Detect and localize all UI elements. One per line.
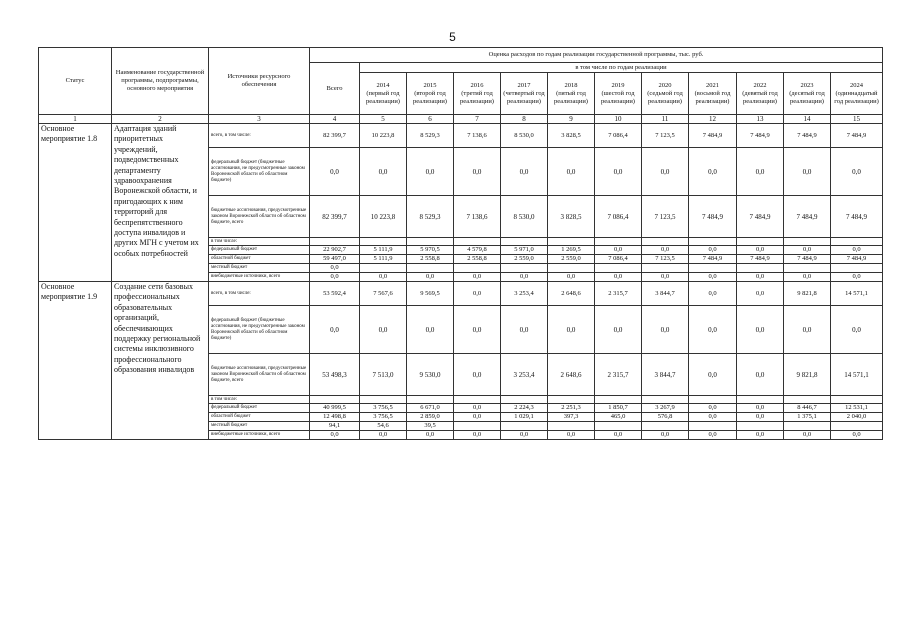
year-note: (одиннадцатый год реализации) (834, 89, 879, 105)
value-cell: 0,0 (831, 306, 883, 354)
value-cell: 7 567,6 (360, 282, 407, 306)
source-cell: бюджетные ассигнования, предусмотренные законом Воронежской области об областном бюджете, всего (209, 196, 310, 238)
column-number: 8 (501, 115, 548, 124)
value-cell: 0,0 (784, 273, 831, 282)
value-cell: 9 821,8 (784, 354, 831, 396)
year-note: (шестой год реализации) (601, 89, 635, 105)
value-cell (407, 264, 454, 273)
value-cell: 2 559,0 (548, 255, 595, 264)
value-cell (548, 396, 595, 404)
value-cell: 576,8 (642, 413, 689, 422)
value-cell: 7 484,9 (784, 255, 831, 264)
source-cell: областной бюджет (209, 255, 310, 264)
value-cell (548, 238, 595, 246)
value-cell (642, 396, 689, 404)
value-cell: 397,3 (548, 413, 595, 422)
measure-name-cell: Адаптация зданий приоритетных учреждений, подведомственных департаменту здравоохранения Воронежской области, и пригодающих к ним территорий для беспрепятственного доступа инвалидов и других МГН с учетом их особых потребностей (112, 124, 209, 282)
value-cell: 0,0 (689, 282, 737, 306)
value-cell: 2 859,0 (407, 413, 454, 422)
value-cell: 7 484,9 (689, 255, 737, 264)
value-cell: 0,0 (689, 273, 737, 282)
source-cell: бюджетные ассигнования, предусмотренные законом Воронежской области об областном бюджете, всего (209, 354, 310, 396)
header-year-2016 (454, 73, 501, 115)
value-cell (831, 422, 883, 431)
year-label: 2016 (470, 81, 484, 89)
value-cell: 0,0 (831, 246, 883, 255)
value-cell (360, 396, 407, 404)
header-year-2024 (831, 73, 883, 115)
value-cell: 82 399,7 (310, 124, 360, 148)
value-cell (689, 238, 737, 246)
year-label: 2024 (850, 81, 864, 89)
value-cell (784, 238, 831, 246)
column-number: 5 (360, 115, 407, 124)
header-year-2022 (737, 73, 784, 115)
value-cell: 14 571,1 (831, 354, 883, 396)
header-year-2021 (689, 73, 737, 115)
year-note: (седьмой год реализации) (647, 89, 683, 105)
source-cell: всего, в том числе: (209, 124, 310, 148)
value-cell (360, 264, 407, 273)
year-note: (третий год реализации) (460, 89, 494, 105)
value-cell: 8 530,0 (501, 196, 548, 238)
value-cell: 0,0 (360, 431, 407, 440)
value-cell: 3 828,5 (548, 196, 595, 238)
value-cell: 0,0 (595, 431, 642, 440)
status-cell: Основное мероприятие 1.9 (39, 282, 112, 440)
value-cell: 10 223,8 (360, 196, 407, 238)
value-cell: 53 592,4 (310, 282, 360, 306)
value-cell: 0,0 (454, 431, 501, 440)
value-cell: 2 224,3 (501, 404, 548, 413)
year-note: (пятый год реализации) (554, 89, 588, 105)
value-cell: 5 971,0 (501, 246, 548, 255)
value-cell: 53 498,3 (310, 354, 360, 396)
value-cell: 2 251,3 (548, 404, 595, 413)
value-cell: 7 513,0 (360, 354, 407, 396)
value-cell: 82 399,7 (310, 196, 360, 238)
value-cell: 3 253,4 (501, 354, 548, 396)
header-year-2020 (642, 73, 689, 115)
value-cell: 0,0 (548, 306, 595, 354)
column-number: 11 (642, 115, 689, 124)
value-cell: 0,0 (501, 431, 548, 440)
source-cell: местный бюджет (209, 422, 310, 431)
value-cell: 39,5 (407, 422, 454, 431)
value-cell: 7 484,9 (689, 124, 737, 148)
value-cell: 0,0 (360, 306, 407, 354)
value-cell: 7 086,4 (595, 124, 642, 148)
year-label: 2021 (706, 81, 719, 89)
year-label: 2020 (658, 81, 672, 89)
value-cell: 0,0 (360, 148, 407, 196)
year-label: 2019 (611, 81, 625, 89)
value-cell: 0,0 (501, 273, 548, 282)
value-cell: 8 529,3 (407, 196, 454, 238)
table-row (39, 282, 883, 306)
value-cell (501, 264, 548, 273)
value-cell: 0,0 (454, 148, 501, 196)
value-cell: 7 086,4 (595, 255, 642, 264)
value-cell: 0,0 (737, 354, 784, 396)
value-cell: 7 484,9 (737, 196, 784, 238)
value-cell: 0,0 (310, 306, 360, 354)
year-label: 2014 (376, 81, 390, 89)
page-number: 5 (449, 30, 456, 44)
value-cell: 4 579,8 (454, 246, 501, 255)
value-cell: 1 850,7 (595, 404, 642, 413)
value-cell (454, 396, 501, 404)
value-cell: 0,0 (784, 431, 831, 440)
value-cell: 7 484,9 (689, 196, 737, 238)
value-cell (360, 238, 407, 246)
value-cell: 0,0 (737, 273, 784, 282)
header-year-2017 (501, 73, 548, 115)
header-year-2015 (407, 73, 454, 115)
column-number: 13 (737, 115, 784, 124)
value-cell (831, 238, 883, 246)
header-year-2014 (360, 73, 407, 115)
value-cell: 0,0 (689, 354, 737, 396)
value-cell: 0,0 (454, 282, 501, 306)
value-cell: 0,0 (454, 354, 501, 396)
value-cell: 10 223,8 (360, 124, 407, 148)
year-note: (девятый год реализации) (742, 89, 778, 105)
value-cell: 465,0 (595, 413, 642, 422)
source-cell: областной бюджет (209, 413, 310, 422)
column-number: 10 (595, 115, 642, 124)
value-cell (642, 238, 689, 246)
column-number: 4 (310, 115, 360, 124)
value-cell: 0,0 (595, 148, 642, 196)
value-cell (501, 396, 548, 404)
value-cell: 3 756,5 (360, 413, 407, 422)
year-note: (первый год реализации) (366, 89, 400, 105)
value-cell: 8 530,0 (501, 124, 548, 148)
value-cell: 7 484,9 (784, 196, 831, 238)
value-cell: 9 530,0 (407, 354, 454, 396)
value-cell: 2 040,0 (831, 413, 883, 422)
header-name: Наименование государственной программы, подпрограммы, основного мероприятия (112, 48, 209, 115)
value-cell (407, 396, 454, 404)
source-cell: федеральный бюджет (209, 246, 310, 255)
value-cell: 0,0 (407, 148, 454, 196)
value-cell: 3 267,9 (642, 404, 689, 413)
source-cell: всего, в том числе: (209, 282, 310, 306)
value-cell: 0,0 (737, 413, 784, 422)
value-cell: 0,0 (737, 148, 784, 196)
value-cell: 0,0 (784, 246, 831, 255)
value-cell: 7 484,9 (784, 124, 831, 148)
value-cell (784, 422, 831, 431)
source-cell: федеральный бюджет (бюджетные ассигнования, не предусмотренные законом Воронежской области об областном бюджете) (209, 148, 310, 196)
column-number: 3 (209, 115, 310, 124)
value-cell (642, 264, 689, 273)
value-cell: 7 484,9 (831, 255, 883, 264)
value-cell: 0,0 (595, 306, 642, 354)
year-note: (четвертый год реализации) (503, 89, 545, 105)
value-cell (737, 264, 784, 273)
value-cell (548, 264, 595, 273)
header-estimate: Оценка расходов по годам реализации государственной программы, тыс. руб. (310, 48, 883, 63)
value-cell: 2 559,0 (501, 255, 548, 264)
value-cell (454, 264, 501, 273)
value-cell: 5 970,5 (407, 246, 454, 255)
value-cell: 12 498,8 (310, 413, 360, 422)
value-cell: 0,0 (737, 306, 784, 354)
header-year-2023 (784, 73, 831, 115)
value-cell: 2 558,8 (407, 255, 454, 264)
value-cell (501, 238, 548, 246)
measure-name-cell: Создание сети базовых профессиональных образовательных организаций, обеспечивающих поддержку региональной системы инклюзивного профессионального образования инвалидов (112, 282, 209, 440)
value-cell: 7 123,5 (642, 124, 689, 148)
value-cell: 0,0 (595, 273, 642, 282)
value-cell: 9 569,5 (407, 282, 454, 306)
value-cell (407, 238, 454, 246)
value-cell: 8 529,3 (407, 124, 454, 148)
value-cell: 2 315,7 (595, 354, 642, 396)
source-cell: внебюджетные источники, всего (209, 273, 310, 282)
column-number: 1 (39, 115, 112, 124)
value-cell: 0,0 (548, 273, 595, 282)
value-cell: 6 671,0 (407, 404, 454, 413)
value-cell: 0,0 (548, 148, 595, 196)
value-cell: 0,0 (689, 404, 737, 413)
value-cell: 7 484,9 (831, 124, 883, 148)
value-cell (642, 422, 689, 431)
value-cell: 0,0 (310, 273, 360, 282)
value-cell: 9 821,8 (784, 282, 831, 306)
value-cell (689, 422, 737, 431)
value-cell: 0,0 (501, 148, 548, 196)
value-cell: 5 111,9 (360, 246, 407, 255)
value-cell: 0,0 (501, 306, 548, 354)
value-cell: 22 902,7 (310, 246, 360, 255)
source-cell: федеральный бюджет (209, 404, 310, 413)
value-cell (454, 422, 501, 431)
value-cell: 0,0 (310, 264, 360, 273)
year-label: 2018 (564, 81, 578, 89)
value-cell: 0,0 (360, 273, 407, 282)
year-note: (восьмой год реализации) (694, 89, 731, 105)
value-cell: 0,0 (784, 306, 831, 354)
value-cell: 0,0 (737, 431, 784, 440)
value-cell: 3 828,5 (548, 124, 595, 148)
value-cell (501, 422, 548, 431)
value-cell: 0,0 (737, 404, 784, 413)
value-cell: 0,0 (642, 431, 689, 440)
value-cell: 7 123,5 (642, 196, 689, 238)
value-cell: 0,0 (689, 431, 737, 440)
value-cell: 7 086,4 (595, 196, 642, 238)
value-cell: 0,0 (689, 148, 737, 196)
value-cell: 2 315,7 (595, 282, 642, 306)
value-cell (689, 264, 737, 273)
value-cell: 0,0 (831, 273, 883, 282)
source-cell: в том числе: (209, 238, 310, 246)
value-cell: 0,0 (310, 431, 360, 440)
value-cell (310, 238, 360, 246)
value-cell (784, 396, 831, 404)
header-year-2018 (548, 73, 595, 115)
value-cell (548, 422, 595, 431)
value-cell (831, 396, 883, 404)
value-cell (595, 238, 642, 246)
source-cell: федеральный бюджет (бюджетные ассигнования, не предусмотренные законом Воронежской области об областном бюджете) (209, 306, 310, 354)
value-cell: 0,0 (454, 404, 501, 413)
value-cell: 0,0 (737, 246, 784, 255)
table-row (39, 124, 883, 148)
column-number: 12 (689, 115, 737, 124)
value-cell (784, 264, 831, 273)
value-cell (737, 422, 784, 431)
year-label: 2017 (517, 81, 531, 89)
value-cell: 3 253,4 (501, 282, 548, 306)
header-year-2019 (595, 73, 642, 115)
value-cell: 54,6 (360, 422, 407, 431)
value-cell (737, 238, 784, 246)
value-cell: 1 269,5 (548, 246, 595, 255)
year-note: (десятый год реализации) (789, 89, 825, 105)
value-cell: 0,0 (407, 306, 454, 354)
value-cell (310, 396, 360, 404)
value-cell: 0,0 (454, 273, 501, 282)
header-sources: Источники ресурсного обеспечения (209, 48, 310, 115)
value-cell: 8 446,7 (784, 404, 831, 413)
column-number: 14 (784, 115, 831, 124)
value-cell: 59 497,0 (310, 255, 360, 264)
value-cell: 7 138,6 (454, 196, 501, 238)
column-number: 7 (454, 115, 501, 124)
value-cell: 2 558,8 (454, 255, 501, 264)
value-cell: 0,0 (689, 246, 737, 255)
value-cell: 0,0 (310, 148, 360, 196)
value-cell: 0,0 (831, 148, 883, 196)
column-number: 15 (831, 115, 883, 124)
value-cell: 7 484,9 (737, 255, 784, 264)
value-cell: 0,0 (454, 306, 501, 354)
value-cell: 94,1 (310, 422, 360, 431)
year-note: (второй год реализации) (413, 89, 447, 105)
column-number: 6 (407, 115, 454, 124)
value-cell: 3 756,5 (360, 404, 407, 413)
source-cell: внебюджетные источники, всего (209, 431, 310, 440)
value-cell (595, 264, 642, 273)
source-cell: местный бюджет (209, 264, 310, 273)
value-cell (595, 396, 642, 404)
value-cell: 0,0 (642, 273, 689, 282)
header-total: Всего (310, 63, 360, 115)
budget-table (38, 47, 883, 440)
value-cell: 7 484,9 (737, 124, 784, 148)
value-cell: 3 844,7 (642, 282, 689, 306)
value-cell: 2 648,6 (548, 282, 595, 306)
value-cell (454, 238, 501, 246)
value-cell: 0,0 (595, 246, 642, 255)
value-cell: 0,0 (407, 273, 454, 282)
value-cell: 1 029,1 (501, 413, 548, 422)
value-cell (831, 264, 883, 273)
value-cell: 7 123,5 (642, 255, 689, 264)
value-cell: 3 844,7 (642, 354, 689, 396)
value-cell: 0,0 (784, 148, 831, 196)
value-cell: 1 375,1 (784, 413, 831, 422)
value-cell: 7 138,6 (454, 124, 501, 148)
value-cell: 2 648,6 (548, 354, 595, 396)
value-cell: 0,0 (548, 431, 595, 440)
value-cell: 5 111,9 (360, 255, 407, 264)
year-label: 2022 (753, 81, 767, 89)
value-cell: 0,0 (407, 431, 454, 440)
column-number: 2 (112, 115, 209, 124)
value-cell: 7 484,9 (831, 196, 883, 238)
value-cell: 0,0 (689, 413, 737, 422)
value-cell: 0,0 (642, 246, 689, 255)
value-cell: 0,0 (642, 306, 689, 354)
value-cell: 0,0 (831, 431, 883, 440)
value-cell (689, 396, 737, 404)
year-label: 2023 (800, 81, 814, 89)
value-cell: 14 571,1 (831, 282, 883, 306)
value-cell (737, 396, 784, 404)
value-cell: 0,0 (737, 282, 784, 306)
value-cell (595, 422, 642, 431)
status-cell: Основное мероприятие 1.8 (39, 124, 112, 282)
value-cell: 0,0 (689, 306, 737, 354)
year-label: 2015 (423, 81, 437, 89)
source-cell: в том числе: (209, 396, 310, 404)
value-cell: 12 531,1 (831, 404, 883, 413)
value-cell: 0,0 (642, 148, 689, 196)
header-status: Статус (39, 48, 112, 115)
value-cell: 40 999,5 (310, 404, 360, 413)
header-by-years: в том числе по годам реализации (360, 63, 883, 73)
value-cell: 0,0 (454, 413, 501, 422)
column-number: 9 (548, 115, 595, 124)
